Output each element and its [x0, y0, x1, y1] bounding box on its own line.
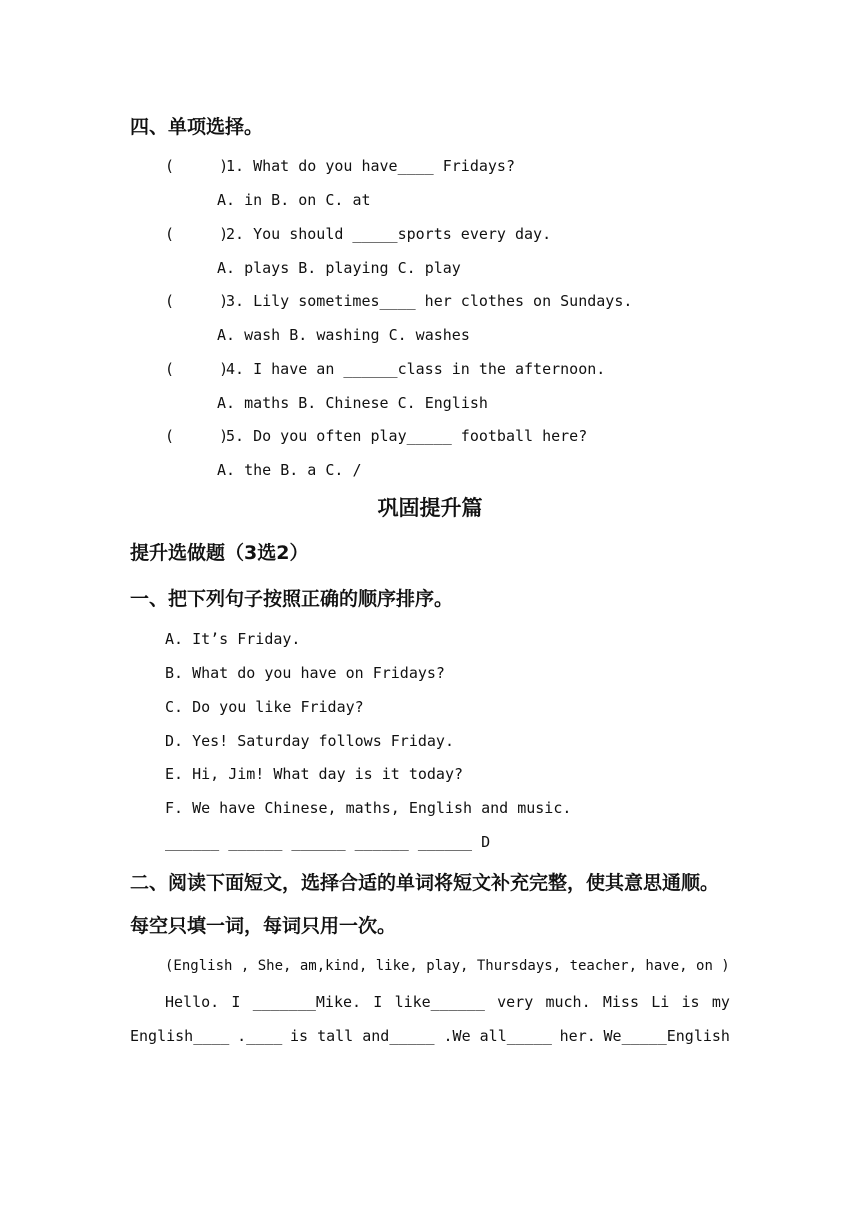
answer-paren[interactable]: ( ): [165, 157, 229, 175]
passage-word: Li: [651, 993, 670, 1011]
passage-text[interactable]: is tall and_____ .We all_____: [290, 1027, 552, 1045]
question-options: A. plays B. playing C. play: [217, 259, 461, 277]
part-title: 巩固提升篇: [377, 496, 483, 520]
passage-line-1: [165, 993, 730, 1011]
order-answer-line[interactable]: ______ ______ ______ ______ ______ D: [165, 833, 491, 851]
section4-heading: 四、单项选择。: [130, 116, 264, 138]
passage-blank[interactable]: English____: [130, 1027, 230, 1045]
sentence-item: E. Hi, Jim! What day is it today?: [165, 765, 464, 783]
answer-paren[interactable]: ( ): [165, 292, 229, 310]
passage-word: much.: [545, 993, 591, 1011]
section1-heading: 一、把下列句子按照正确的顺序排序。: [130, 588, 454, 610]
passage-word: I: [373, 993, 383, 1011]
answer-paren[interactable]: ( ): [165, 427, 229, 445]
section2-heading-line2: 每空只填一词，每词只用一次。: [130, 915, 397, 937]
question-options: A. the B. a C. /: [217, 461, 362, 479]
question-stem: 4. I have an ______class in the afternoon.: [226, 360, 606, 378]
passage-word: my: [711, 993, 730, 1011]
passage-word: is: [681, 993, 700, 1011]
passage-blank[interactable]: We_____English: [603, 1027, 730, 1045]
question-stem: 5. Do you often play_____ football here?: [226, 427, 588, 445]
sentence-item: F. We have Chinese, maths, English and music.: [165, 799, 572, 817]
passage-line-2: [130, 1027, 730, 1045]
passage-blank[interactable]: like______: [394, 993, 485, 1011]
question-options: A. in B. on C. at: [217, 191, 371, 209]
passage-word: Miss: [602, 993, 639, 1011]
answer-paren[interactable]: ( ): [165, 225, 229, 243]
sentence-item: A. It’s Friday.: [165, 630, 301, 648]
sentence-item: B. What do you have on Fridays?: [165, 664, 445, 682]
passage-word: very: [497, 993, 534, 1011]
question-stem: 1. What do you have____ Fridays?: [226, 157, 515, 175]
answer-paren[interactable]: ( ): [165, 360, 229, 378]
passage-blank[interactable]: _______Mike.: [252, 993, 362, 1011]
word-bank: (English , She, am,kind, like, play, Thursdays, teacher, have, on ): [165, 958, 730, 974]
section2-heading-line1: 二、阅读下面短文，选择合适的单词将短文补充完整，使其意思通顺。: [130, 872, 720, 894]
question-stem: 3. Lily sometimes____ her clothes on Sundays.: [226, 292, 633, 310]
question-options: A. maths B. Chinese C. English: [217, 394, 488, 412]
passage-blank[interactable]: .____: [237, 1027, 283, 1045]
passage-word: her.: [559, 1027, 596, 1045]
question-options: A. wash B. washing C. washes: [217, 326, 470, 344]
passage-word: Hello.: [165, 993, 220, 1011]
passage-word: I: [231, 993, 241, 1011]
sentence-item: C. Do you like Friday?: [165, 698, 364, 716]
sentence-item: D. Yes! Saturday follows Friday.: [165, 732, 454, 750]
subtitle: 提升选做题（3选2）: [130, 542, 309, 564]
question-stem: 2. You should _____sports every day.: [226, 225, 552, 243]
